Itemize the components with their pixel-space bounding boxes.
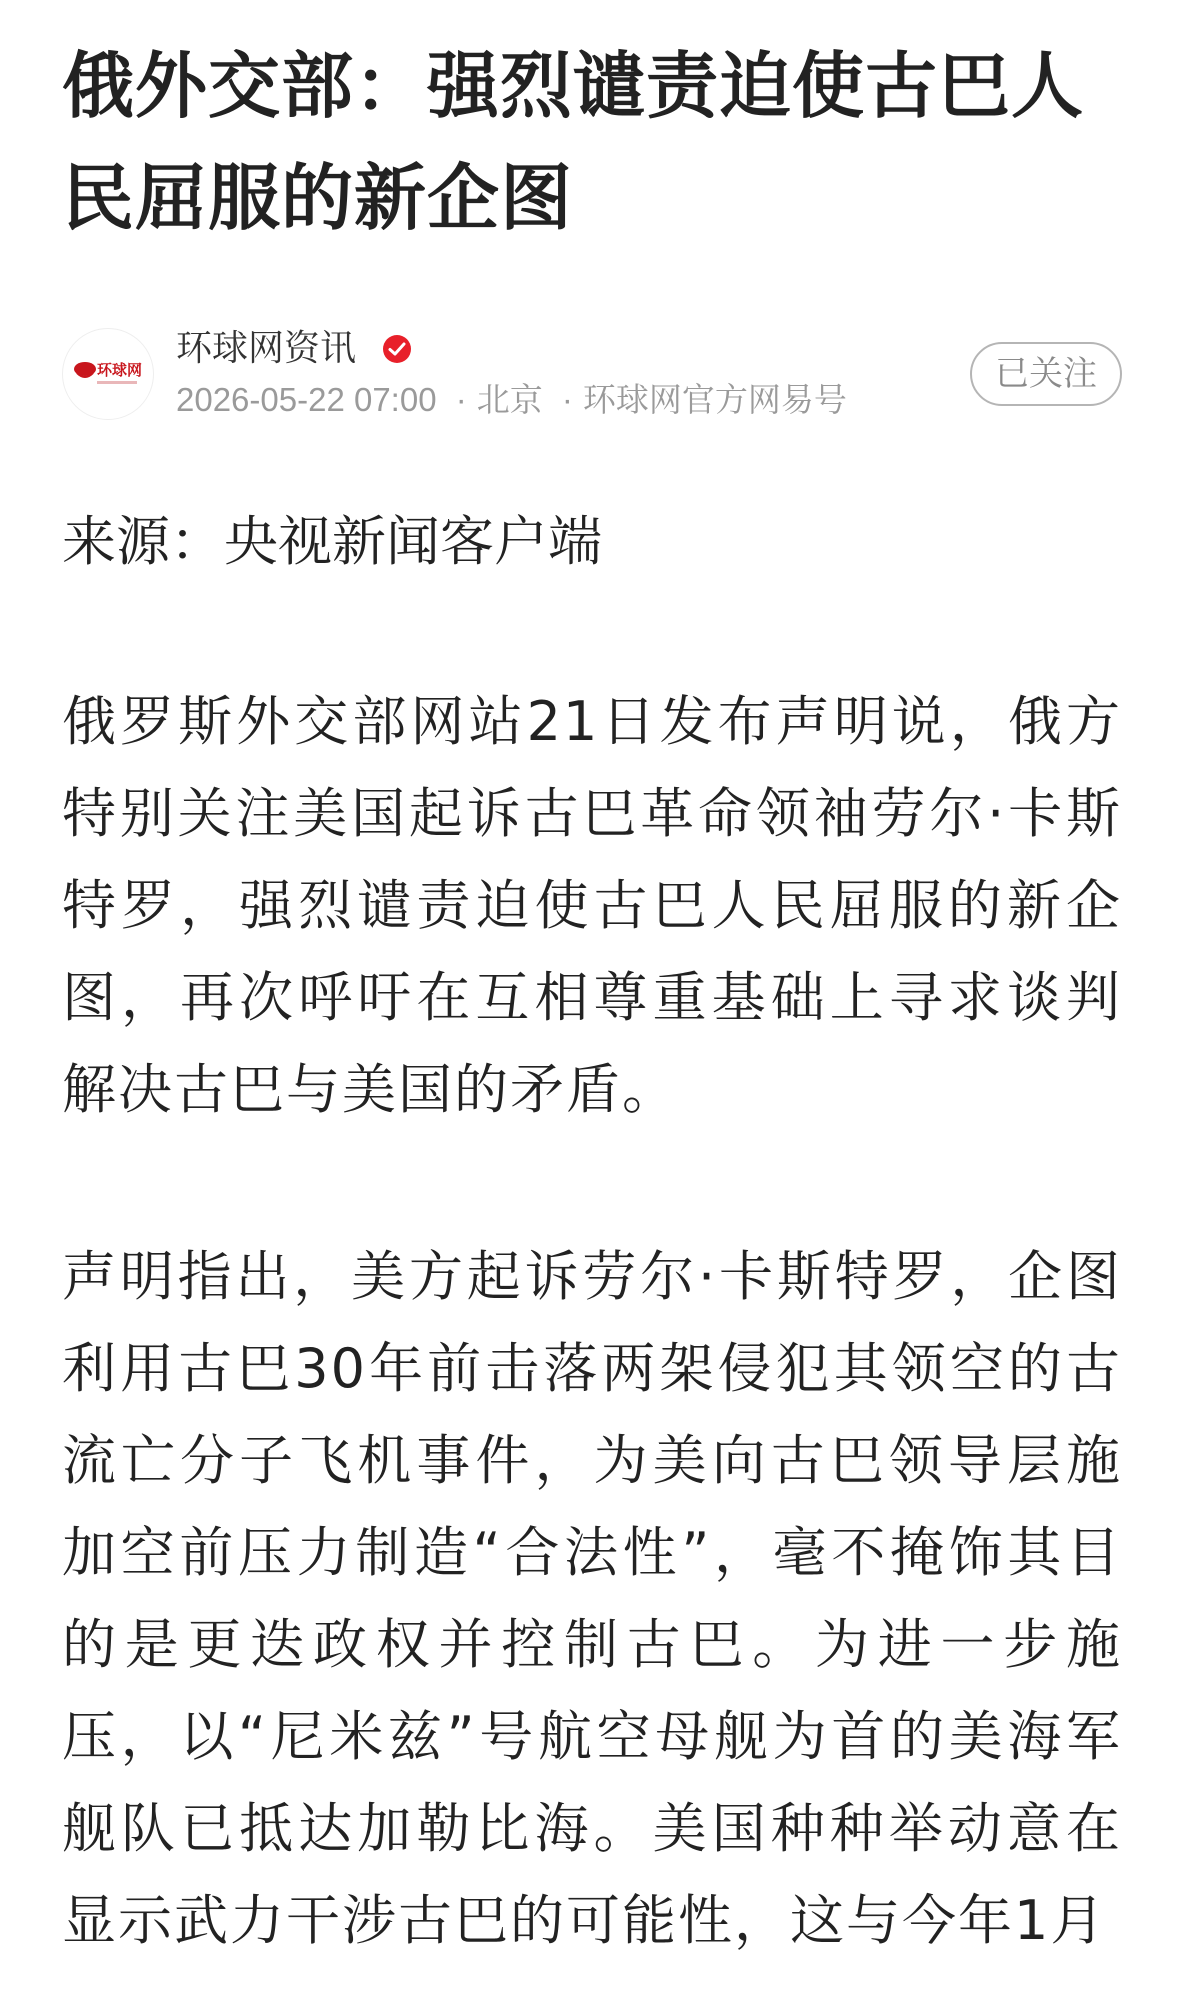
follow-button[interactable]: 已关注	[970, 342, 1122, 406]
source-avatar[interactable]	[62, 328, 154, 420]
article-paragraph: 俄罗斯外交部网站21日发布声明说，俄方特别关注美国起诉古巴革命领袖劳尔·卡斯特罗，强烈谴责迫使古巴人民屈服的新企图，再次呼吁在互相尊重基础上寻求谈判解决古巴与美国的矛盾。	[62, 690, 1122, 1121]
meta-separator: ·	[455, 381, 467, 418]
article-paragraph: 声明指出，美方起诉劳尔·卡斯特罗，企图利用古巴30年前击落两架侵犯其领空的古流亡分子飞机事件，为美向古巴领导层施加空前压力制造“合法性”，毫不掩饰其目的是更迭政权并控制古巴。为进一步施压，以“尼米兹”号航空母舰为首的美海军舰队已抵达加勒比海。美国种种举动意在显示武力干涉古巴的可能性，这与今年1月	[62, 1245, 1122, 1952]
article-meta	[176, 378, 847, 422]
publish-date: 2026-05-22 07:00	[176, 381, 437, 418]
publisher-account: 环球网官方网易号	[582, 381, 847, 418]
huanqiu-logo-icon	[63, 329, 154, 420]
meta-separator: ·	[561, 381, 573, 418]
author-row	[62, 322, 1122, 426]
avatar-logo-text: 环球网	[97, 361, 143, 379]
article-source: 来源：央视新闻客户端	[62, 510, 602, 573]
verified-badge-icon	[382, 334, 412, 364]
publish-location: 北京	[476, 381, 543, 418]
source-name[interactable]: 环球网资讯	[176, 327, 357, 368]
article-title: 俄外交部：强烈谴责迫使古巴人民屈服的新企图	[62, 44, 1085, 240]
